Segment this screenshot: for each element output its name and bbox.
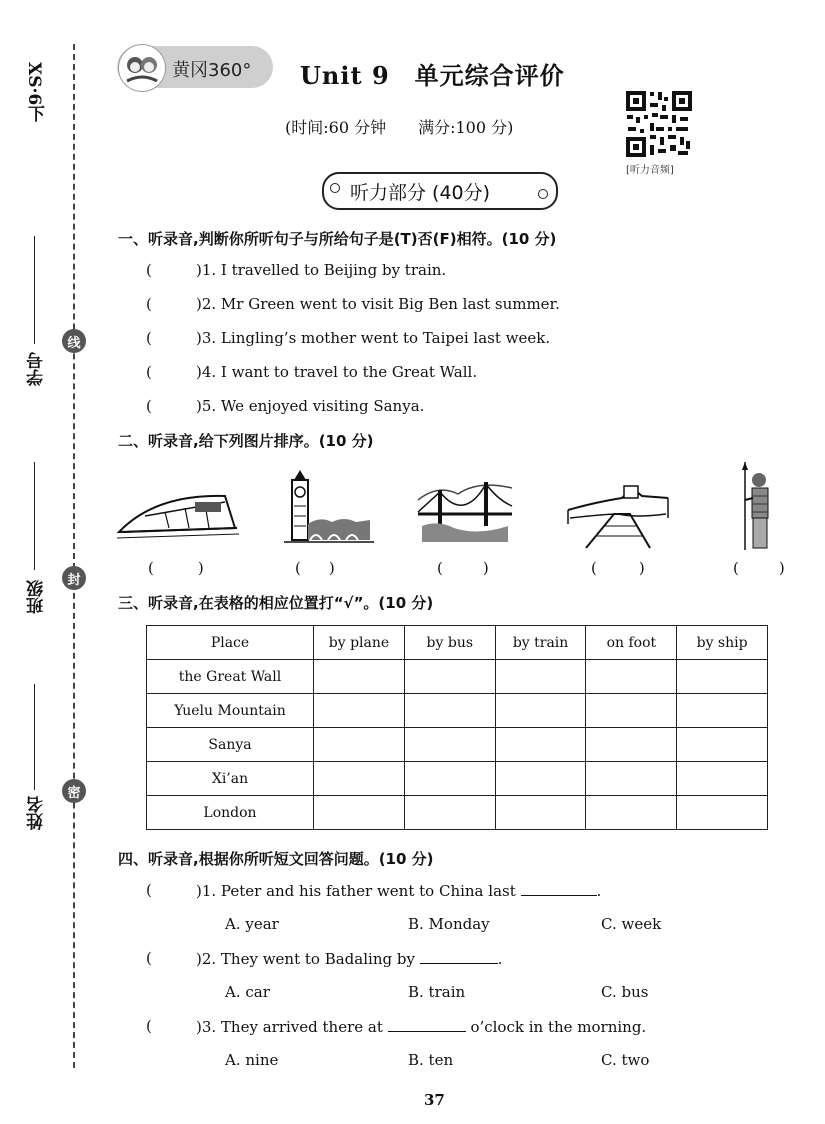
section-2-title: 二、听录音,给下列图片排序。(10 分) bbox=[118, 432, 374, 450]
class-blank bbox=[34, 462, 35, 570]
student-id-blank bbox=[34, 236, 35, 344]
table-row bbox=[147, 796, 768, 830]
class-label: 班级 bbox=[27, 580, 47, 614]
transport-table bbox=[146, 625, 768, 830]
option[interactable]: A. nine bbox=[225, 1051, 279, 1069]
order-blank[interactable]: () bbox=[148, 559, 248, 577]
place-cell: Sanya bbox=[147, 728, 314, 762]
check-cell[interactable] bbox=[404, 728, 495, 762]
statement-item: )4. I want to travel to the Great Wall. bbox=[196, 363, 478, 381]
page-title: Unit 9 单元综合评价 bbox=[300, 61, 565, 90]
check-cell[interactable] bbox=[586, 762, 677, 796]
question-text: )3. They arrived there at bbox=[196, 1018, 383, 1036]
answer-paren[interactable]: ( bbox=[146, 397, 152, 415]
name-blank bbox=[34, 684, 35, 790]
check-cell[interactable] bbox=[495, 796, 586, 830]
question-text: )1. Peter and his father went to China last bbox=[196, 882, 516, 900]
question-2 bbox=[196, 949, 503, 968]
column-header: Place bbox=[147, 626, 314, 660]
banner-dot-icon bbox=[330, 183, 340, 193]
section-3-title: 三、听录音,在表格的相应位置打“√”。(10 分) bbox=[118, 594, 434, 612]
check-cell[interactable] bbox=[586, 728, 677, 762]
check-cell[interactable] bbox=[495, 660, 586, 694]
column-header: by ship bbox=[677, 626, 768, 660]
answer-paren[interactable]: ( bbox=[146, 329, 152, 347]
column-header: on foot bbox=[586, 626, 677, 660]
answer-paren[interactable]: ( bbox=[146, 881, 152, 899]
section-4-title: 四、听录音,根据你所听短文回答问题。(10 分) bbox=[118, 850, 434, 868]
seal-secret: 密 bbox=[62, 779, 86, 803]
check-cell[interactable] bbox=[314, 796, 405, 830]
check-cell[interactable] bbox=[586, 660, 677, 694]
check-cell[interactable] bbox=[495, 728, 586, 762]
qr-caption: [听力音频] bbox=[626, 165, 674, 176]
check-cell[interactable] bbox=[314, 728, 405, 762]
check-cell[interactable] bbox=[586, 694, 677, 728]
book-code: XS·6下 bbox=[24, 62, 44, 123]
page-number: 37 bbox=[424, 1091, 445, 1109]
option[interactable]: B. ten bbox=[408, 1051, 454, 1069]
check-cell[interactable] bbox=[677, 796, 768, 830]
seal-seal: 封 bbox=[62, 566, 86, 590]
check-cell[interactable] bbox=[586, 796, 677, 830]
fill-blank[interactable] bbox=[521, 881, 597, 896]
answer-paren[interactable]: ( bbox=[146, 1017, 152, 1035]
answer-paren[interactable]: ( bbox=[146, 295, 152, 313]
check-cell[interactable] bbox=[677, 762, 768, 796]
answer-paren[interactable]: ( bbox=[146, 261, 152, 279]
place-cell: Xi’an bbox=[147, 762, 314, 796]
statement-item: )3. Lingling’s mother went to Taipei last week. bbox=[196, 329, 551, 347]
big-ben-icon bbox=[280, 466, 376, 550]
table-row bbox=[147, 728, 768, 762]
check-cell[interactable] bbox=[404, 762, 495, 796]
section-1-title: 一、听录音,判断你所听句子与所给句子是(T)否(F)相符。(10 分) bbox=[118, 230, 557, 248]
kids-logo-icon bbox=[118, 44, 166, 92]
statement-item: )5. We enjoyed visiting Sanya. bbox=[196, 397, 425, 415]
check-cell[interactable] bbox=[404, 660, 495, 694]
check-cell[interactable] bbox=[677, 728, 768, 762]
fill-blank[interactable] bbox=[420, 949, 498, 964]
option[interactable]: A. year bbox=[225, 915, 279, 933]
check-cell[interactable] bbox=[404, 694, 495, 728]
name-label: 姓名 bbox=[27, 796, 47, 830]
listening-title: 听力部分 (40分) bbox=[350, 182, 491, 204]
order-blank[interactable]: () bbox=[733, 559, 825, 577]
table-row bbox=[147, 660, 768, 694]
question-3 bbox=[196, 1017, 646, 1036]
series-badge-text: 黄冈360° bbox=[172, 60, 252, 81]
order-blank[interactable]: () bbox=[295, 559, 363, 577]
option[interactable]: A. car bbox=[225, 983, 270, 1001]
option[interactable]: B. Monday bbox=[408, 915, 490, 933]
check-cell[interactable] bbox=[495, 762, 586, 796]
check-cell[interactable] bbox=[404, 796, 495, 830]
option[interactable]: C. two bbox=[601, 1051, 650, 1069]
order-blank[interactable]: () bbox=[591, 559, 687, 577]
place-cell: the Great Wall bbox=[147, 660, 314, 694]
table-header-row bbox=[147, 626, 768, 660]
question-1 bbox=[196, 881, 601, 900]
question-end: o’clock in the morning. bbox=[470, 1018, 647, 1036]
binding-dashed-line bbox=[73, 44, 75, 1068]
time-limit: (时间:60 分钟 满分:100 分) bbox=[285, 118, 514, 137]
bridge-icon bbox=[418, 470, 512, 550]
statement-item: )1. I travelled to Beijing by train. bbox=[196, 261, 447, 279]
column-header: by plane bbox=[314, 626, 405, 660]
seal-line: 线 bbox=[62, 329, 86, 353]
answer-paren[interactable]: ( bbox=[146, 949, 152, 967]
terracotta-warrior-icon bbox=[737, 460, 779, 560]
option[interactable]: C. bus bbox=[601, 983, 649, 1001]
column-header: by bus bbox=[404, 626, 495, 660]
banner-dot-icon bbox=[538, 189, 548, 199]
place-cell: London bbox=[147, 796, 314, 830]
great-wall-icon bbox=[566, 484, 670, 554]
table-row bbox=[147, 694, 768, 728]
qr-code-icon[interactable] bbox=[624, 89, 694, 159]
column-header: by train bbox=[495, 626, 586, 660]
table-row bbox=[147, 762, 768, 796]
check-cell[interactable] bbox=[314, 660, 405, 694]
check-cell[interactable] bbox=[314, 762, 405, 796]
check-cell[interactable] bbox=[677, 660, 768, 694]
check-cell[interactable] bbox=[314, 694, 405, 728]
check-cell[interactable] bbox=[495, 694, 586, 728]
option[interactable]: B. train bbox=[408, 983, 466, 1001]
question-end: . bbox=[596, 882, 602, 900]
question-text: )2. They went to Badaling by bbox=[196, 950, 415, 968]
student-id-label: 学号 bbox=[27, 352, 47, 386]
place-cell: Yuelu Mountain bbox=[147, 694, 314, 728]
option[interactable]: C. week bbox=[601, 915, 662, 933]
train-icon bbox=[115, 488, 241, 548]
statement-item: )2. Mr Green went to visit Big Ben last summer. bbox=[196, 295, 560, 313]
order-blank[interactable]: () bbox=[437, 559, 529, 577]
check-cell[interactable] bbox=[677, 694, 768, 728]
answer-paren[interactable]: ( bbox=[146, 363, 152, 381]
fill-blank[interactable] bbox=[388, 1017, 466, 1032]
question-end: . bbox=[497, 950, 503, 968]
